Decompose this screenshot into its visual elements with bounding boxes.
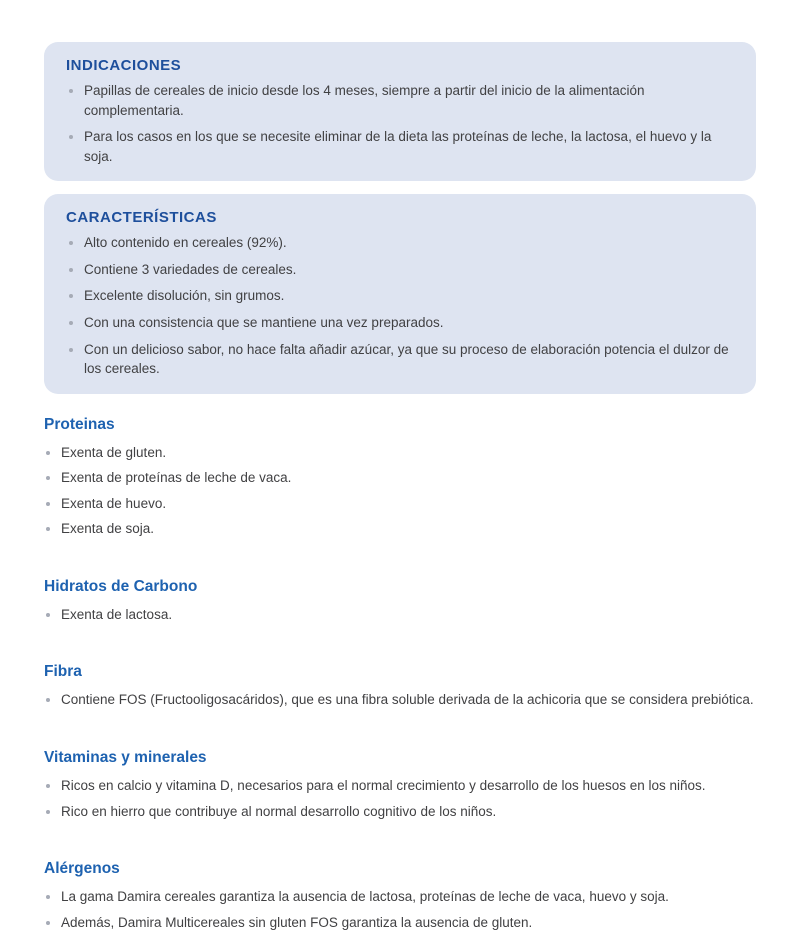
item-text: Con un delicioso sabor, no hace falta añadir azúcar, ya que su proceso de elaboración potencia el dulzor de los cereales. [84, 341, 729, 377]
item-text: Para los casos en los que se necesite eliminar de la dieta las proteínas de leche, la lactosa, el huevo y la soja. [84, 129, 712, 164]
proteinas-title: Proteinas [44, 415, 115, 433]
section-proteinas [44, 416, 756, 539]
list-item [64, 260, 736, 280]
indicaciones-title: INDICACIONES [66, 57, 182, 74]
item-text: Con una consistencia que se mantiene una vez preparados. [84, 314, 444, 330]
bullet-icon [46, 527, 50, 531]
list-item [44, 802, 756, 822]
item-text: Además, Damira Multicereales sin gluten FOS garantiza la ausencia de gluten. [61, 914, 533, 930]
section-hidratos-de-carbono [44, 578, 756, 625]
list-item [44, 887, 756, 907]
vitaminas-title: Vitaminas y minerales [44, 749, 207, 766]
list-item [44, 605, 756, 625]
list-item [44, 443, 756, 463]
bullet-icon [46, 784, 50, 788]
item-text: La gama Damira cereales garantiza la ausencia de lactosa, proteínas de leche de vaca, huevo y soja. [61, 889, 669, 905]
item-text: Exenta de proteínas de leche de vaca. [61, 470, 292, 486]
bullet-icon [69, 321, 73, 325]
bullet-icon [46, 895, 50, 899]
item-text: Rico en hierro que contribuye al normal desarrollo cognitivo de los niños. [61, 803, 497, 819]
item-text: Ricos en calcio y vitamina D, necesarios para el normal crecimiento y desarrollo de los huesos en los niños. [61, 778, 706, 793]
list-item [44, 690, 756, 710]
bullet-icon [69, 268, 73, 272]
list-item [64, 340, 736, 379]
list-item [64, 286, 736, 306]
fibra-list [44, 690, 756, 710]
item-text: Exenta de lactosa. [61, 606, 173, 622]
alergenos-title: Alérgenos [44, 860, 120, 878]
bullet-icon [69, 89, 73, 93]
caracteristicas-list [64, 233, 736, 378]
bullet-icon [46, 698, 50, 702]
item-text: Papillas de cereales de inicio desde los 4 meses, siempre a partir del inicio de la alimentación complementaria. [84, 83, 645, 118]
bullet-icon [69, 135, 73, 139]
item-text: Exenta de huevo. [61, 495, 167, 511]
item-text: Exenta de soja. [61, 521, 155, 537]
alergenos-list [44, 887, 756, 932]
section-alergenos [44, 860, 756, 932]
item-text: Exenta de gluten. [61, 444, 167, 460]
bullet-icon [46, 451, 50, 455]
list-item [64, 127, 736, 166]
item-text: Contiene FOS (Fructooligosacáridos), que es una fibra soluble derivada de la achicoria que se considera prebiótica. [61, 692, 754, 708]
list-item [44, 519, 756, 539]
hidratos-title: Hidratos de Carbono [44, 577, 198, 595]
list-item [44, 913, 756, 932]
list-item [64, 233, 736, 253]
indicaciones-list [64, 81, 736, 166]
item-text: Contiene 3 variedades de cereales. [84, 261, 297, 277]
list-item [44, 494, 756, 514]
bullet-icon [69, 348, 73, 352]
bullet-icon [46, 502, 50, 506]
bullet-icon [46, 613, 50, 617]
fibra-title: Fibra [44, 663, 82, 681]
list-item [44, 776, 756, 796]
section-fibra [44, 663, 756, 710]
bullet-icon [69, 294, 73, 298]
bullet-icon [46, 921, 50, 925]
caracteristicas-box [44, 194, 756, 393]
list-item [44, 468, 756, 488]
item-text: Alto contenido en cereales (92%). [84, 235, 287, 251]
list-item [64, 313, 736, 333]
hidratos-list [44, 605, 756, 625]
proteinas-list [44, 443, 756, 539]
indicaciones-box [44, 42, 756, 181]
vitaminas-list [44, 776, 756, 821]
list-item [64, 81, 736, 120]
bullet-icon [46, 476, 50, 480]
section-vitaminas-y-minerales [44, 749, 756, 821]
bullet-icon [69, 241, 73, 245]
caracteristicas-title: CARACTERÍSTICAS [66, 209, 217, 227]
item-text: Excelente disolución, sin grumos. [84, 288, 285, 304]
bullet-icon [46, 810, 50, 814]
